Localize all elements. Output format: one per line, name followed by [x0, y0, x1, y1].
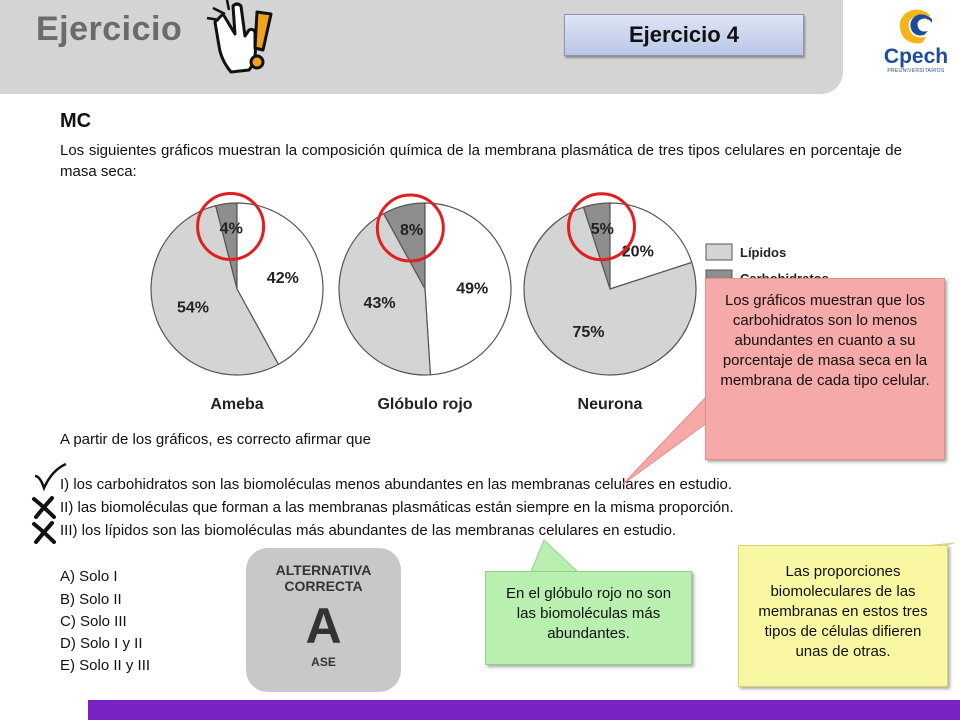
pie-label: Glóbulo rojo — [377, 396, 473, 413]
question-prompt: A partir de los gráficos, es correcto afirmar que — [60, 431, 371, 448]
explanation-callout-yellow — [738, 545, 948, 687]
logo-subtext: PREUNIVERSITARIOS — [887, 68, 945, 74]
explanation-callout-red — [705, 278, 945, 460]
cross-icon — [30, 520, 58, 544]
pie-value-label-carbohidratos: 4% — [219, 220, 243, 238]
option-e[interactable]: E) Solo II y III — [60, 657, 151, 674]
statement-2: II) las biomoléculas que forman a las membranas plasmáticas están siempre en la misma proporción. — [60, 499, 734, 516]
pie-value-label-lipidos: 54% — [177, 299, 210, 317]
pie-value-label-carbohidratos: 5% — [590, 220, 614, 238]
pointing-hand-icon — [205, 0, 285, 80]
explanation-callout-green — [485, 571, 692, 665]
question-stem: Los siguientes gráficos muestran la composición química de la membrana plasmática de tres tipos celulares en porcentaje de masa seca: — [60, 142, 902, 180]
pie-value-label-carbohidratos: 8% — [400, 222, 424, 240]
pie-value-label-proteinas: 49% — [456, 280, 489, 298]
pie-value-label-proteinas: 42% — [266, 270, 299, 288]
pie-value-label-lipidos: 43% — [363, 295, 396, 313]
exercise-number-label: Ejercicio 4 — [628, 22, 740, 47]
exercise-number-button[interactable] — [564, 14, 804, 56]
logo-mark-icon — [874, 5, 958, 49]
legend-label: Lípidos — [740, 245, 787, 260]
cross-icon — [30, 495, 58, 519]
callout-red-text: Los gráficos muestran que los carbohidratos son lo menos abundantes en cuanto a su porcentaje de masa seca en la membrana de cada tipo celular. — [720, 292, 930, 389]
legend-swatch — [706, 244, 732, 260]
statement-1: I) los carbohidratos son las biomoléculas menos abundantes en las membranas celulares en estudio. — [60, 476, 733, 493]
option-a[interactable]: A) Solo I — [60, 568, 118, 585]
answer-letter: A — [305, 598, 342, 654]
pie-label: Neurona — [577, 396, 643, 413]
pie-label: Ameba — [210, 396, 264, 413]
option-b[interactable]: B) Solo II — [60, 591, 122, 608]
pie-value-label-proteinas: 20% — [621, 243, 654, 261]
option-d[interactable]: D) Solo I y II — [60, 635, 143, 652]
logo-text: Cpech — [883, 45, 949, 68]
option-c[interactable]: C) Solo III — [60, 613, 127, 630]
question-type: MC — [60, 110, 92, 132]
answer-title: ALTERNATIVA CORRECTA — [275, 562, 372, 594]
page-title: Ejercicio — [36, 10, 183, 48]
footer-accent-bar — [88, 700, 960, 720]
cpech-logo — [874, 5, 958, 75]
callout-green-text: En el glóbulo rojo no son las biomoléculas más abundantes. — [505, 585, 672, 642]
pie-value-label-lipidos: 75% — [572, 324, 605, 342]
answer-level: ASE — [311, 655, 336, 669]
callout-yellow-text: Las proporciones biomoleculares de las membranas en estos tres tipos de células difieren unas de otras. — [758, 563, 928, 660]
correct-answer-box — [246, 548, 401, 692]
statement-3: III) los lípidos son las biomoléculas más abundantes de las membranas celulares en estudio. — [60, 522, 677, 539]
